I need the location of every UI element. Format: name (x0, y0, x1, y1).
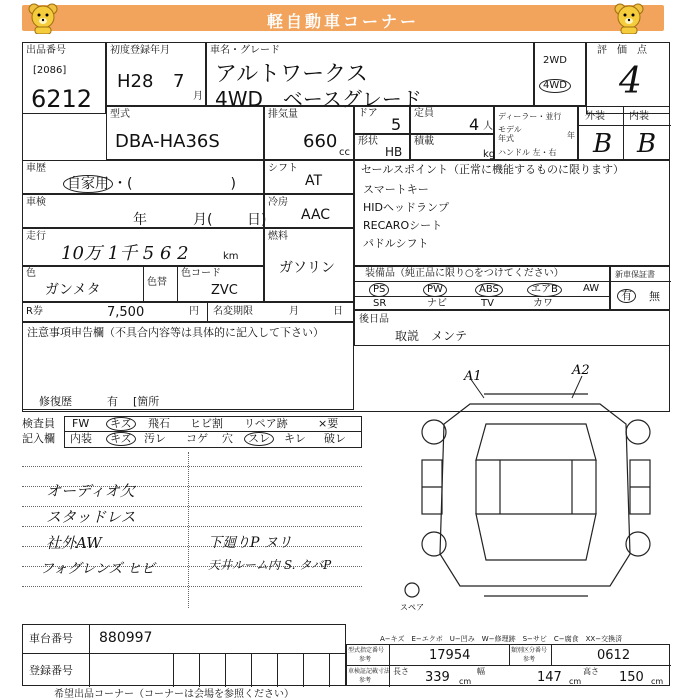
inspector-int-scratch: キズ (106, 432, 136, 446)
name-line1: アルトワークス (215, 62, 368, 87)
header-title: 軽自動車コーナー (266, 12, 419, 31)
warranty-yes: 有 (617, 289, 636, 303)
first-reg-era: H28 (117, 71, 154, 92)
deadline-day: 日 (333, 306, 343, 317)
first-reg-box (106, 42, 206, 106)
color-code: ZVC (211, 283, 238, 298)
inspector-need: ×要 (318, 417, 339, 430)
drive-2wd: 2WD (543, 55, 567, 66)
bear-mascot-icon-left (26, 2, 60, 34)
sales-points-label: セールスポイント（正常に機能するものに限ります） (361, 163, 625, 176)
warranty-label: 新車保証書 (615, 270, 655, 279)
history-box (22, 160, 264, 194)
car-damage-diagram (400, 364, 672, 620)
displacement-value: 660 (303, 131, 338, 152)
bear-mascot-icon-right (612, 2, 646, 34)
year-unit: 年 (567, 131, 575, 140)
after-box (354, 310, 670, 346)
inspector-int-rub: スレ (244, 432, 274, 446)
handwritten-note: 下廻りP ヌリ (208, 535, 292, 551)
equip-ps: PS (369, 283, 389, 297)
color-label: 色 (26, 268, 36, 279)
sales-point-item: HIDヘッドランプ (363, 201, 449, 214)
fuel-value: ガソリン (279, 260, 335, 276)
spec-table (346, 644, 670, 686)
rating-value: 4 (619, 61, 642, 102)
sales-points-box (354, 160, 670, 266)
after-label: 後日品 (359, 314, 389, 325)
capacity-value: 4 (469, 115, 480, 134)
rating-ext-value: B (593, 129, 613, 159)
inspector-interior: 内装 (70, 432, 92, 445)
spec-height-unit: cm (651, 677, 664, 686)
spec-class-sub: 参考 (523, 656, 536, 663)
name-box (206, 42, 534, 111)
model-year-label2: 年式 (498, 134, 514, 143)
displacement-label: 排気量 (268, 109, 298, 120)
dealer-box (494, 106, 578, 160)
shaken-day: 日) (247, 212, 267, 228)
inspector-int-dirt: 汚レ (144, 432, 166, 445)
warranty-no: 無 (649, 290, 660, 303)
spec-type-value: 17954 (429, 648, 471, 663)
model-label: 型式 (110, 109, 130, 120)
handwritten-note: 社外AW (46, 534, 102, 552)
spec-height-value: 150 (619, 670, 644, 685)
equip-airbag: エアB (527, 283, 562, 297)
shift-label: シフト (268, 163, 298, 174)
inspector-int-tear: 破レ (324, 432, 346, 445)
fuel-label: 燃料 (268, 231, 288, 242)
sales-point-item: スマートキー (363, 183, 429, 196)
equip-pw: PW (423, 283, 447, 297)
shift-value: AT (305, 173, 323, 189)
inspector-int-burn: コゲ (186, 432, 208, 445)
doors-value: 5 (391, 115, 402, 134)
spec-cert-label: 車検証記載寸法 (348, 668, 391, 675)
equip-tv: TV (481, 298, 494, 309)
notes-label: 注意事項申告欄（不具合内容等は具体的に記入して下さい） (27, 326, 324, 339)
load-label: 積載 (414, 136, 434, 147)
model-value: DBA-HA36S (115, 131, 220, 152)
spec-class-value: 0612 (597, 648, 631, 663)
handle-label: ハンドル 左・右 (498, 148, 557, 157)
shaken-box (22, 194, 267, 228)
load-box (410, 134, 494, 160)
shaken-year: 年 (133, 212, 147, 228)
recycle-label: R券 (26, 306, 43, 317)
inspector-row (22, 416, 362, 448)
displacement-box (264, 106, 354, 160)
rating-ext-label: 外装 (585, 111, 605, 122)
shape-label: 形状 (358, 136, 378, 147)
equipment-label: 装備品（純正品に限り○をつけてください） (365, 268, 564, 279)
equipment-box (354, 266, 610, 310)
first-reg-month: 7 (173, 71, 185, 92)
lot-box (22, 42, 106, 114)
handwritten-note: 天井ルーム内 S. タバP (208, 558, 332, 572)
repair-place: [箇所 (133, 395, 160, 408)
mileage-value: 10万 1千 5 6 2 (61, 243, 189, 264)
chassis-label: 車台番号 (29, 632, 73, 645)
inspector-scratch: キズ (106, 417, 136, 431)
color-change-label: 色替 (147, 277, 167, 288)
handwritten-note: スタッドレス (46, 508, 136, 526)
rating-box (586, 42, 670, 114)
mileage-unit: km (223, 251, 239, 262)
aircon-label: 冷房 (268, 197, 288, 208)
capacity-box (410, 106, 494, 134)
fuel-box (264, 228, 354, 302)
first-reg-label: 初度登録年月 (110, 45, 170, 56)
capacity-unit: 人 (483, 121, 493, 132)
chassis-value: 880997 (99, 630, 153, 646)
history-label: 車歴 (26, 163, 46, 174)
equip-abs: ABS (475, 283, 503, 297)
spec-length-value: 339 (425, 670, 450, 685)
sales-point-item: RECAROシート (363, 219, 443, 232)
spec-type-label: 型式指定番号 (348, 647, 385, 654)
aircon-box (264, 194, 354, 228)
inspector-int-hole: 穴 (222, 432, 233, 445)
lot-number: 6212 (31, 85, 93, 113)
spec-width-value: 147 (537, 670, 562, 685)
damage-legend: A−キズ E−エクボ U−凹み W−修理跡 S−サビ C−腐食 XX−交換済 (380, 635, 623, 643)
equip-sr: SR (373, 298, 387, 309)
name-label: 車名・グレード (210, 45, 280, 56)
inspector-label2: 記入欄 (22, 432, 55, 445)
inspector-chip: 飛石 (148, 417, 170, 430)
after-value: 取説 メンテ (395, 329, 468, 343)
spec-type-sub: 参考 (359, 656, 372, 663)
color-value: ガンメタ (45, 282, 101, 298)
recycle-box (22, 302, 354, 322)
handwritten-note: フォグレンズ ヒビ (40, 561, 155, 577)
displacement-unit: cc (339, 147, 350, 158)
deadline-label: 名変期限 (213, 306, 253, 317)
repair-label: 修復歴 (39, 395, 72, 408)
name-line2: 4WD ベースグレード (215, 87, 422, 111)
aircon-value: AAC (301, 207, 331, 223)
doors-box (354, 106, 410, 134)
spec-class-label: 類別区分番号 (511, 647, 548, 654)
lot-sub: [2086] (33, 65, 67, 76)
rating-label: 評 価 点 (597, 45, 647, 56)
spec-length-unit: cm (459, 677, 472, 686)
shape-value: HB (385, 145, 403, 159)
capacity-label: 定員 (414, 108, 434, 119)
recycle-value: 7,500 (107, 305, 145, 320)
chassis-box (22, 624, 346, 686)
repair-value: 有 (107, 395, 118, 408)
diagram-mark-a2: A2 (572, 364, 590, 378)
drive-4wd-circled: 4WD (539, 79, 571, 93)
shaken-label: 車検 (26, 197, 46, 208)
mileage-box (22, 228, 264, 266)
warranty-box (610, 266, 670, 310)
handwritten-note: オーディオ欠 (46, 482, 135, 500)
header-banner (22, 5, 664, 31)
rating-ext-int-box (578, 106, 670, 160)
handwritten-area (22, 452, 362, 608)
footer-text: 希望出品コーナー（コーナーは会場を参照ください） (54, 689, 294, 700)
inspector-int-cut: キレ (284, 432, 306, 445)
model-year-label: モデル (498, 125, 522, 134)
history-value: 自家用 ・( ) (63, 173, 236, 193)
spec-width-unit: cm (569, 677, 582, 686)
rating-int-label: 内装 (629, 111, 649, 122)
equip-navi: ナビ (427, 298, 447, 309)
rating-int-value: B (637, 129, 657, 159)
lot-label: 出品番号 (26, 45, 66, 56)
first-reg-month-unit: 月 (193, 91, 203, 102)
inspector-label1: 検査員 (22, 417, 55, 430)
equip-leather: カワ (533, 298, 553, 309)
drive-box (534, 42, 586, 106)
color-code-label: 色コード (181, 268, 221, 279)
model-box (106, 106, 264, 160)
inspector-fw: FW (72, 417, 90, 430)
spec-height-label: 高さ (583, 667, 599, 676)
doors-label: ドア (358, 108, 378, 119)
spec-length-label: 長さ (393, 667, 409, 676)
deadline-month: 月 (289, 306, 299, 317)
diagram-mark-a1: A1 (464, 369, 482, 384)
shape-box (354, 134, 410, 160)
shaken-month: 月( (193, 212, 213, 228)
shift-box (264, 160, 354, 194)
dealer-label: ディーラー・並行 (498, 112, 562, 121)
spare-label: スペア (400, 603, 424, 612)
equip-aw: AW (583, 283, 600, 294)
inspector-repair: リペア跡 (244, 417, 288, 430)
registration-label: 登録番号 (29, 664, 73, 677)
mileage-label: 走行 (26, 231, 46, 242)
load-unit: kg (483, 149, 496, 160)
spec-cert-sub: 参考 (359, 677, 372, 684)
recycle-unit: 円 (189, 306, 199, 317)
notes-box (22, 322, 354, 410)
color-box (22, 266, 264, 302)
sales-point-item: パドルシフト (363, 237, 429, 250)
inspector-crack: ヒビ割 (190, 417, 223, 430)
spec-width-label: 幅 (477, 667, 485, 676)
